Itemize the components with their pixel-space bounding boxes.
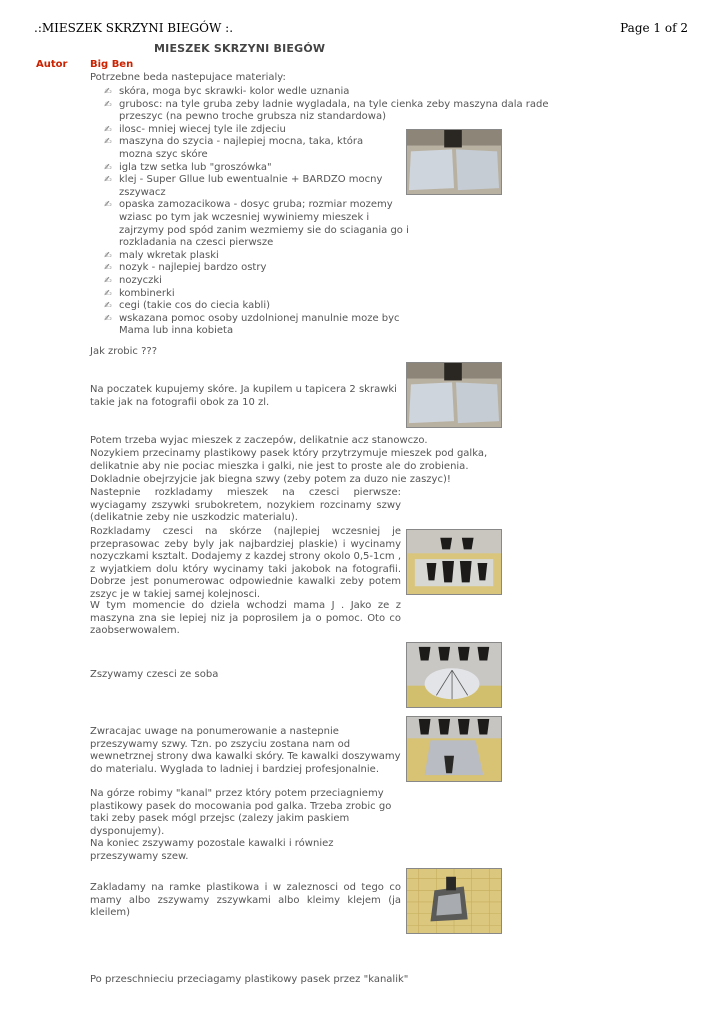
materials-intro: Potrzebne beda nastepujace materialy: [90,72,286,83]
list-item: ✍ opaska zamozacikowa - dosyc gruba; rozmiar mozemy wziasc po tym jak wczesniej wywiniemy mieszek i zajrzymy pod spód zanim wezmiemy sie do sciagania go i rozkladania na czesci pierwsze [104,199,409,249]
list-item: ✍ maszyna do szycia - najlepiej mocna, taka, która mozna szyc skóre [104,136,364,160]
pencil-bullet-icon: ✍ [104,162,112,173]
sewn-pieces-photo [406,642,502,708]
list-item: ✍ wskazana pomoc osoby uzdolnionej manulnie moze byc Mama lub inna kobieta [104,312,400,337]
seams-photo [406,716,502,782]
paragraph-cut-strap: Nozykiem przecinamy plastikowy pasek który przytrzymuje mieszek pod galka, delikatnie aby nie pociac mieszka i galki, nie jest to proste ale do zrobienia. [90,448,488,472]
paragraph-remove-boot: Potem trzeba wyjac mieszek z zaczepów, delikatnie acz stanowczo. [90,435,428,446]
paragraph-seams: Dokladnie obejrzyjcie jak biegna szwy (zeby potem za duzo nie zaszyc)! [90,474,451,485]
paragraph-sew-together: Zszywamy czesci ze soba [90,669,219,680]
list-item: ✍ igla tzw setka lub "groszówka" [104,161,272,173]
list-item: ✍ cegi (takie cos do ciecia kabli) [104,300,271,312]
paragraph-cut-pieces: Rozkladamy czesci na skórze (najlepiej wczesniej je przeprasowac zeby byly jak najbardziej plaskie) i wycinamy nozyczkami ksztalt. Dodajemy z kazdej strony okolo 0,5-1cm , z wyjatkiem dolu który wycinamy taki jakobok na fotografii. Dobrze jest ponumerowac odpowiednie kawalki zeby potem zszyc je w takiej samej kolejnosci. [90,526,401,600]
paragraph-buy-leather: Na poczatek kupujemy skóre. Ja kupilem u tapicera 2 skrawki takie jak na fotografii obok za 10 zl. [90,384,397,408]
pencil-bullet-icon: ✍ [104,263,112,274]
paragraph-stitch-seams: Zwracajac uwage na ponumerowanie a nastepnie przeszywamy szwy. Tzn. po zszyciu zostana nam od wewnetrznej strony dwa kawalki skóry. Te kawalki doszywamy do materialu. Wyglada to ladniej i bardziej profesjonalnie. [90,726,401,775]
paragraph-disassemble: Nastepnie rozkladamy mieszek na czesci pierwsze: wyciagamy zszywki srubokretem, nozykiem rozcinamy szwy (delikatnie zeby nie uszkodzic materialu). [90,487,401,524]
pencil-bullet-icon: ✍ [104,175,112,186]
list-item: ✍ kombinerki [104,287,175,299]
author-name: Big Ben [90,59,134,70]
list-item: ✍ ilosc- mniej wiecej tyle ile zdjeciu [104,123,286,135]
pencil-bullet-icon: ✍ [104,313,112,324]
list-item: ✍ skóra, moga byc skrawki- kolor wedle uznania [104,86,350,97]
pencil-bullet-icon: ✍ [104,288,112,299]
paragraph-mom-help: W tym momencie do dziela wchodzi mama J . Jako ze z maszyna zna sie lepiej niz ja poprosilem ja o pomoc. Oto co zaobserwowalem. [90,600,401,637]
page-header-title: .:MIESZEK SKRZYNI BIEGÓW :. [34,21,234,35]
page-number: Page 1 of 2 [620,21,688,35]
leather-scraps-photo-1 [406,129,502,195]
leather-scraps-photo-2 [406,362,502,428]
pencil-bullet-icon: ✍ [104,87,112,97]
cut-pieces-photo [406,529,502,595]
pencil-bullet-icon: ✍ [104,124,112,135]
materials-list [104,86,549,338]
paragraph-pull-strap: Po przeschnieciu przeciagamy plastikowy pasek przez "kanalik" [90,974,409,985]
author-label: Autor [36,59,68,70]
pencil-bullet-icon: ✍ [104,99,112,110]
frame-glued-photo [406,868,502,934]
paragraph-channel: Na górze robimy "kanal" przez który potem przeciagniemy plastikowy pasek do mocowania pod galka. Trzeba zrobic go taki zeby pasek mógl przejsc (zalezy jakim paskiem dysponujemy). [90,788,392,837]
pencil-bullet-icon: ✍ [104,301,112,312]
how-heading: Jak zrobic ??? [90,346,158,357]
pencil-bullet-icon: ✍ [104,137,112,148]
pencil-bullet-icon: ✍ [104,200,112,211]
list-item: ✍ maly wkretak plaski [104,249,219,261]
paragraph-finish: Na koniec zszywamy pozostale kawalki i równiez przeszywamy szew. [90,838,334,862]
list-item: ✍ grubosc: na tyle gruba zeby ladnie wygladala, na tyle cienka zeby maszyna dala rade przeszyc (na pewno troche grubsza niz standardowa) [104,98,549,123]
list-item: ✍ klej - Super Gllue lub ewentualnie + BARDZO mocny zszywacz [104,174,383,198]
article-title: MIESZEK SKRZYNI BIEGÓW [154,42,326,55]
pencil-bullet-icon: ✍ [104,250,112,261]
paragraph-frame: Zakladamy na ramke plastikowa i w zaleznosci od tego co mamy albo zszywamy zszywkami albo kleimy klejem (ja kleilem) [90,882,401,919]
pencil-bullet-icon: ✍ [104,275,112,286]
list-item: ✍ nozyk - najlepiej bardzo ostry [104,262,267,274]
list-item: ✍ nozyczki [104,274,162,286]
